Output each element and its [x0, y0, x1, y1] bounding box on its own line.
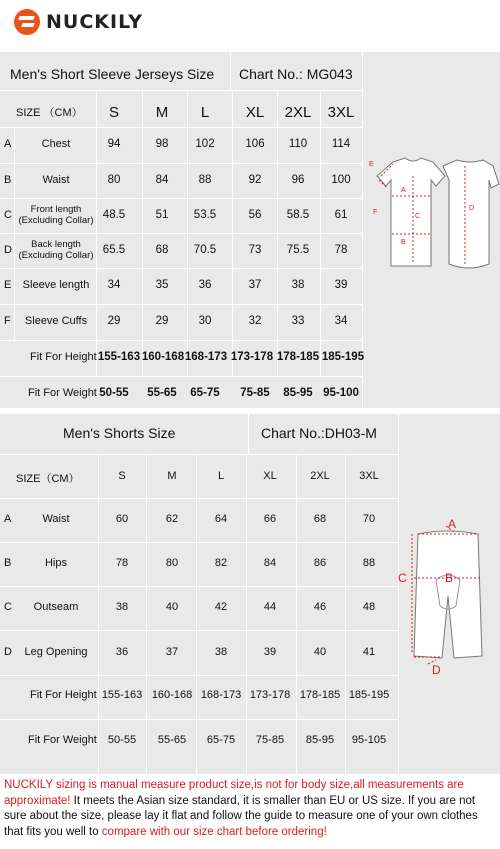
jersey-diagram-label-b: B [401, 239, 406, 246]
grid-line [0, 719, 398, 720]
shorts-fit-weight-cell: 50-55 [107, 734, 137, 746]
jersey-cell: 65.5 [102, 244, 126, 256]
shorts-cell: 80 [165, 557, 179, 569]
jersey-cell: 37 [248, 279, 262, 291]
shorts-row-label: Waist [42, 513, 70, 525]
grid-line [0, 268, 362, 269]
jersey-row-label: Waist [42, 174, 70, 186]
jersey-chart-no: Chart No.: MG043 [239, 66, 353, 82]
jersey-row-key: E [4, 279, 12, 291]
shorts-fit-weight-cell: 85-95 [305, 734, 335, 746]
jersey-cell: 68 [155, 244, 169, 256]
shorts-fit-weight-cell: 95-105 [351, 734, 387, 746]
jersey-fit-height-label: Fit For Height [30, 351, 97, 363]
shorts-cell: 39 [263, 645, 277, 658]
jersey-row-label: Front length [30, 204, 82, 215]
shorts-row-key: A [4, 513, 12, 525]
shorts-diagram-label-a: A [448, 517, 457, 531]
jersey-front-outline [377, 158, 445, 266]
brand-name: NUCKILY [46, 11, 143, 33]
shorts-fit-height-cell: 178-185 [299, 689, 341, 701]
shorts-diagram [398, 514, 500, 684]
jersey-cell: 94 [107, 138, 121, 150]
jersey-cell: 29 [107, 315, 121, 327]
jersey-row-sublabel: (Excluding Collar) [18, 250, 94, 261]
jersey-cell: 73 [248, 244, 262, 256]
jersey-diagram-label-d: D [469, 205, 475, 212]
grid-line [296, 454, 297, 774]
shorts-fit-weight-cell: 55-65 [157, 734, 187, 746]
grid-line [196, 454, 197, 774]
jersey-fit-height-cell: 160-168 [141, 351, 185, 363]
shorts-cell: 62 [165, 513, 179, 525]
grid-line [345, 454, 346, 774]
grid-line [0, 586, 398, 587]
shorts-fit-weight-cell: 65-75 [206, 734, 236, 746]
shorts-cell: 40 [165, 601, 179, 613]
shorts-cell: 38 [214, 645, 228, 658]
jersey-back-outline [443, 160, 499, 268]
shorts-row-key: C [4, 601, 12, 613]
shorts-cell: 86 [313, 557, 327, 569]
shorts-cell: 82 [214, 557, 228, 569]
grid-line [0, 127, 362, 128]
shorts-size-table [0, 414, 500, 774]
jersey-cell: 114 [331, 138, 351, 150]
jersey-row-label: Sleeve Cuffs [24, 315, 88, 327]
shorts-cell: 70 [362, 513, 376, 525]
jersey-fit-height-cell: 155-163 [97, 351, 141, 363]
jersey-row-key: A [4, 138, 12, 150]
shorts-cell: 66 [263, 513, 277, 525]
jersey-row-sublabel: (Excluding Collar) [18, 215, 94, 226]
jersey-fit-weight-cell: 95-100 [323, 387, 359, 399]
shorts-cell: 88 [362, 557, 376, 569]
jersey-cell: 70.5 [193, 244, 217, 256]
shorts-cell: 48 [362, 601, 376, 613]
jersey-fit-weight-cell: 85-95 [283, 387, 313, 399]
jersey-row-key: B [4, 174, 12, 186]
jersey-fit-weight-cell: 50-55 [99, 387, 129, 399]
grid-line [146, 454, 147, 774]
jersey-diagram-label-a: A [401, 187, 406, 194]
jersey-cell: 78 [334, 244, 348, 256]
shorts-cell: 36 [115, 645, 129, 658]
sizing-note-compare: compare with our size chart before ordering! [101, 825, 327, 838]
brand-logo [14, 9, 143, 35]
shorts-size-col: 3XL [359, 470, 379, 482]
jersey-row-label: Sleeve length [22, 279, 90, 291]
jersey-fit-height-cell: 173-178 [230, 351, 274, 363]
shorts-size-col: XL [263, 470, 277, 482]
jersey-size-table [0, 52, 500, 408]
jersey-row-label: Back length [31, 239, 81, 250]
grid-line [0, 498, 398, 499]
shorts-fit-weight-cell: 75-85 [255, 734, 285, 746]
grid-line [0, 163, 362, 164]
jersey-title: Men's Short Sleeve Jerseys Size [10, 66, 215, 82]
jersey-cell: 92 [248, 174, 262, 186]
nuckily-logo-icon [14, 9, 40, 35]
jersey-cell: 32 [248, 315, 262, 327]
jersey-cell: 53.5 [193, 209, 217, 221]
jersey-size-header: SIZE （CM） [16, 107, 83, 119]
jersey-cell: 48.5 [102, 209, 126, 221]
shorts-cell: 38 [115, 601, 129, 613]
jersey-size-col: XL [245, 104, 265, 121]
jersey-cell: 35 [155, 279, 169, 291]
shorts-cell: 64 [214, 513, 228, 525]
shorts-diagram-label-b: B [445, 571, 454, 585]
jersey-cell: 38 [291, 279, 305, 291]
jersey-cell: 88 [198, 174, 212, 186]
jersey-cell: 80 [107, 174, 121, 186]
jersey-fit-weight-cell: 55-65 [147, 387, 177, 399]
shorts-cell: 37 [165, 645, 179, 658]
jersey-cell: 51 [155, 209, 169, 221]
shorts-row-key: B [4, 557, 12, 569]
jersey-cell: 36 [198, 279, 212, 291]
jersey-cell: 102 [195, 138, 215, 150]
shorts-cell: 78 [115, 557, 129, 569]
jersey-diagram [365, 152, 500, 282]
jersey-cell: 39 [334, 279, 348, 291]
jersey-fit-height-cell: 178-185 [276, 351, 320, 363]
jersey-fit-height-cell: 185-195 [321, 351, 365, 363]
shorts-size-col: M [167, 470, 177, 482]
jersey-size-col: S [108, 104, 120, 121]
shorts-size-col: S [118, 470, 126, 482]
shorts-cell: 40 [313, 645, 327, 658]
shorts-size-col: L [217, 470, 225, 482]
shorts-fit-height-cell: 160-168 [151, 689, 193, 701]
grid-line [0, 198, 362, 199]
jersey-cell: 98 [155, 138, 169, 150]
jersey-size-col: 2XL [284, 104, 312, 121]
shorts-fit-weight-label: Fit For Weight [28, 734, 97, 746]
header [0, 0, 500, 52]
shorts-cell: 42 [214, 601, 228, 613]
shorts-cell: 84 [263, 557, 277, 569]
shorts-cell: 44 [263, 601, 277, 613]
jersey-fit-weight-cell: 65-75 [190, 387, 220, 399]
jersey-row-key: D [4, 244, 12, 256]
jersey-cell: 75.5 [286, 244, 310, 256]
jersey-cell: 30 [198, 315, 212, 327]
jersey-cell: 84 [155, 174, 169, 186]
shorts-size-col: 2XL [310, 470, 330, 482]
shorts-outline [414, 531, 482, 658]
grid-line [98, 454, 99, 774]
jersey-cell: 110 [288, 138, 308, 150]
grid-line [0, 304, 362, 305]
shorts-fit-height-cell: 168-173 [200, 689, 242, 701]
sizing-note-body: It meets the Asian size standard, it is smaller than EU or US size. If you are not sure about the size, please lay it flat and follow the guide to measure one of your own clothes that fits you well to [4, 794, 478, 838]
jersey-cell: 58.5 [286, 209, 310, 221]
jersey-diagram-label-f: F [373, 209, 378, 216]
shorts-cell: 68 [313, 513, 327, 525]
jersey-fit-height-cell: 168-173 [184, 351, 228, 363]
jersey-cell: 33 [291, 315, 305, 327]
shorts-row-label: Leg Opening [24, 645, 88, 658]
shorts-fit-height-label: Fit For Height [30, 689, 97, 701]
shorts-fit-height-cell: 185-195 [348, 689, 390, 701]
jersey-row-label: Chest [41, 138, 71, 150]
jersey-cell: 56 [248, 209, 262, 221]
shorts-cell: 46 [313, 601, 327, 613]
jersey-cell: 100 [331, 174, 351, 186]
grid-line [0, 675, 398, 676]
jersey-size-col: M [155, 104, 169, 121]
shorts-row-label: Outseam [33, 601, 79, 613]
grid-line [0, 376, 362, 377]
jersey-diagram-label-c: C [415, 213, 421, 220]
grid-line [0, 233, 362, 234]
shorts-size-header: SIZE（CM） [16, 473, 80, 485]
jersey-size-col: 3XL [327, 104, 355, 121]
shorts-diagram-label-c: C [398, 571, 407, 585]
jersey-cell: 106 [245, 138, 265, 150]
shorts-diagram-label-d: D [432, 663, 441, 677]
jersey-cell: 96 [291, 174, 305, 186]
grid-line [0, 542, 398, 543]
grid-line [0, 630, 398, 631]
shorts-cell: 41 [362, 645, 376, 658]
jersey-cell: 34 [107, 279, 121, 291]
shorts-fit-height-cell: 173-178 [249, 689, 291, 701]
shorts-fit-height-cell: 155-163 [101, 689, 143, 701]
jersey-cell: 61 [334, 209, 348, 221]
grid-line [0, 340, 362, 341]
jersey-cell: 34 [334, 315, 348, 327]
jersey-row-key: C [4, 209, 12, 221]
jersey-row-key: F [4, 315, 11, 327]
grid-line [246, 454, 247, 774]
shorts-row-label: Hips [44, 557, 68, 569]
sizing-note-warning: NUCKILY sizing is manual measure product size,is not for body size,all measurements are approximate! [4, 779, 464, 807]
jersey-size-col: L [200, 104, 210, 121]
shorts-title: Men's Shorts Size [63, 425, 176, 441]
shorts-row-key: D [4, 645, 12, 658]
jersey-fit-weight-label: Fit For Weight [28, 387, 97, 399]
shorts-chart-no: Chart No.:DH03-M [261, 425, 377, 441]
jersey-fit-weight-cell: 75-85 [240, 387, 270, 399]
shorts-cell: 60 [115, 513, 129, 525]
jersey-diagram-label-e: E [369, 161, 374, 168]
jersey-cell: 29 [155, 315, 169, 327]
sizing-note [4, 778, 498, 840]
